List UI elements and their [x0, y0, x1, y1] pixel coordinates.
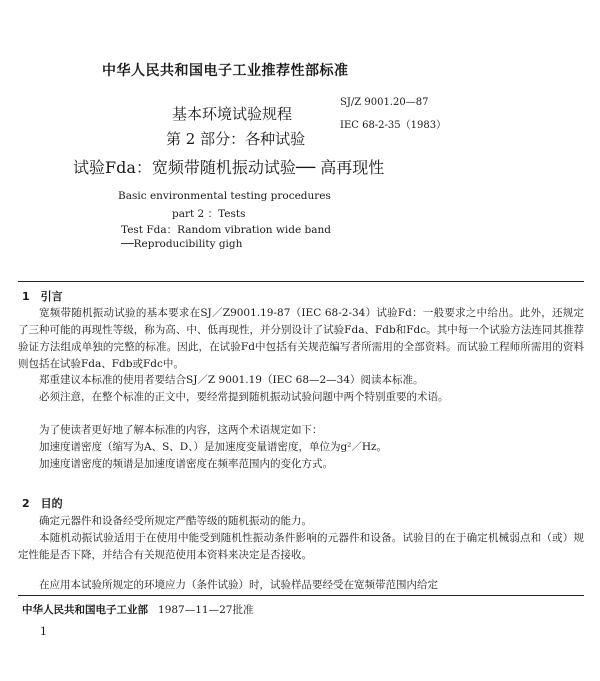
footer-divider — [18, 595, 584, 596]
section-2-paragraph-2: 本随机动振试验适用于在使用中能受到随机性振动条件影响的元器件和设备。试验目的在于确定机械弱点和（或）规定性能是否下降，并结合有关规范使用本资料来决定是否接收。 — [18, 532, 584, 561]
section-1-paragraph-6: 加速度谱密度的频谱是加速度谱密度在频率范围内的变化方式。 — [39, 458, 333, 470]
ministry-standard-title: 中华人民共和国电子工业推荐性部标准 — [102, 63, 349, 79]
title-en-line-4: ──Reproducibility gigh — [121, 238, 243, 250]
title-zh-line-3: 试验Fda：宽频带随机振动试验── 高再现性 — [73, 158, 385, 177]
title-en-line-2: part 2 ：Tests — [172, 208, 246, 220]
section-1-heading: 1 引言 — [22, 290, 63, 303]
section-2-paragraph-3: 在应用本试验所规定的环境应力（条件试验）时，试验样品要经受在宽频带范围内给定 — [39, 579, 438, 591]
section-1-paragraph-3: 必须注意，在整个标准的正文中，要经常提到随机振动试验问题中两个特别重要的术语。 — [39, 391, 449, 403]
title-en-line-1: Basic environmental testing procedures — [118, 190, 331, 202]
section-1-paragraph-4: 为了使读者更好地了解本标准的内容，这两个术语规定如下： — [39, 424, 323, 436]
standard-code-sj: SJ/Z 9001.20—87 — [340, 97, 429, 108]
section-1-paragraph-1: 宽频带随机振动试验的基本要求在SJ／Z9001.19-87（IEC 68-2-34）试验Fd：一般要求之中给出。此外，还规定了三种可能的再现性等级，称为高、中、低再现性，并分别设计了试验Fda、Fdb和Fdc。其中每一个试验方法连同其推荐验证方法组成单独的完整的标准。因此，在试验Fd中包括有关规范编写者所需用的全部资料。而试验工程师所需用的资料则包括在试验Fda、Fdb或Fdc中。 — [18, 307, 584, 370]
footer-approval-date: 1987—11—27批准 — [158, 604, 254, 616]
section-2-heading: 2 目的 — [22, 497, 63, 510]
page-number: 1 — [40, 625, 47, 638]
section-1-paragraph-5: 加速度谱密度（缩写为A、S、D、）是加速度变量谱密度，单位为g²／Hz。 — [39, 441, 388, 453]
title-zh-line-2: 第 2 部分：各种试验 — [166, 130, 306, 148]
section-1-paragraph-2: 郑重建议本标准的使用者要结合SJ／Z 9001.19（IEC 68—2—34）阅读本标准。 — [39, 374, 424, 386]
footer-issuer: 中华人民共和国电子工业部 — [22, 604, 148, 616]
section-2-paragraph-1: 确定元器件和设备经受所规定严酷等级的随机振动的能力。 — [39, 515, 312, 527]
header-divider — [18, 281, 584, 282]
footer-approval — [22, 602, 253, 617]
standard-code-iec: IEC 68-2-35（1983） — [340, 120, 447, 131]
title-zh-line-1: 基本环境试验规程 — [172, 105, 293, 123]
title-en-line-3: Test Fda：Random vibration wide band — [121, 224, 331, 236]
